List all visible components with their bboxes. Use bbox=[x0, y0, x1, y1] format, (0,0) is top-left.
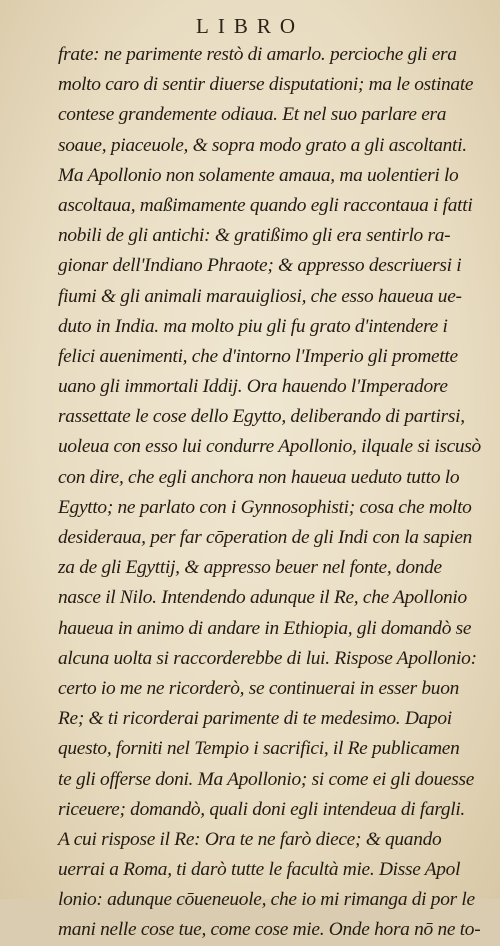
text-line: lonio: adunque cōueneuole, che io mi rimanga di por le bbox=[58, 889, 475, 911]
text-line: za de gli Egyttij, & appresso beuer nel fonte, donde bbox=[58, 557, 442, 579]
text-line: ascoltaua, maßimamente quando egli raccontaua i fatti bbox=[58, 194, 473, 216]
text-line: te gli offerse doni. Ma Apollonio; si come ei gli douesse bbox=[58, 768, 475, 790]
text-line: Ma Apollonio non solamente amaua, ma uolentieri lo bbox=[58, 164, 459, 186]
text-line: alcuna uolta si raccorderebbe di lui. Rispose Apollonio: bbox=[58, 647, 477, 669]
text-line: frate: ne parimente restò di amarlo. percioche gli era bbox=[58, 44, 457, 65]
text-line: fiumi & gli animali marauigliosi, che esso haueua ue- bbox=[58, 285, 462, 307]
text-line: contese grandemente odiaua. Et nel suo parlare era bbox=[58, 104, 447, 126]
text-line: Egytto; ne parlato con i Gynnosophisti; cosa che molto bbox=[58, 496, 472, 518]
text-line: uoleua con esso lui condurre Apollonio, ilquale si iscusò bbox=[58, 436, 481, 458]
text-line: uano gli immortali Iddij. Ora hauendo l'Imperadore bbox=[58, 376, 448, 398]
text-line: uerrai a Roma, ti darò tutte le facultà mie. Disse Apol bbox=[58, 859, 461, 881]
text-body bbox=[58, 40, 484, 946]
text-line: gionar dell'Indiano Phraote; & appresso descriuersi i bbox=[58, 255, 462, 277]
running-header: LIBRO bbox=[196, 14, 304, 38]
text-line: mani nelle cose tue, come cose mie. Onde hora nō ne to- bbox=[58, 919, 481, 941]
text-line: Re; & ti ricorderai parimente di te medesimo. Dapoi bbox=[58, 708, 452, 730]
text-line: molto caro di sentir diuerse disputationi; ma le ostinate bbox=[58, 74, 474, 96]
text-line: desideraua, per far cōperation de gli Indi con la sapien bbox=[58, 527, 473, 548]
text-line: rassettate le cose dello Egytto, deliberando di partirsi, bbox=[58, 406, 465, 428]
text-line: A cui rispose il Re: Ora te ne farò diece; & quando bbox=[58, 828, 442, 850]
text-line: felici auenimenti, che d'intorno l'Imperio gli promette bbox=[58, 345, 458, 367]
text-line: soaue, piaceuole, & sopra modo grato a gli ascoltanti. bbox=[58, 134, 467, 156]
text-line: questo, forniti nel Tempio i sacrifici, il Re publicamen bbox=[58, 738, 460, 760]
text-line: haueua in animo di andare in Ethiopia, gli domandò se bbox=[58, 617, 472, 639]
text-line: duto in India. ma molto piu gli fu grato d'intendere i bbox=[58, 315, 448, 337]
text-line: riceuere; domandò, quali doni egli intendeua di fargli. bbox=[58, 798, 465, 820]
text-line: con dire, che egli anchora non haueua ueduto tutto lo bbox=[58, 466, 460, 488]
text-line: certo io me ne ricorderò, se continuerai in esser buon bbox=[58, 677, 459, 699]
text-line: nobili de gli antichi: & gratißimo gli era sentirlo ra- bbox=[58, 225, 451, 247]
text-line: nasce il Nilo. Intendendo adunque il Re, che Apollonio bbox=[58, 587, 467, 609]
